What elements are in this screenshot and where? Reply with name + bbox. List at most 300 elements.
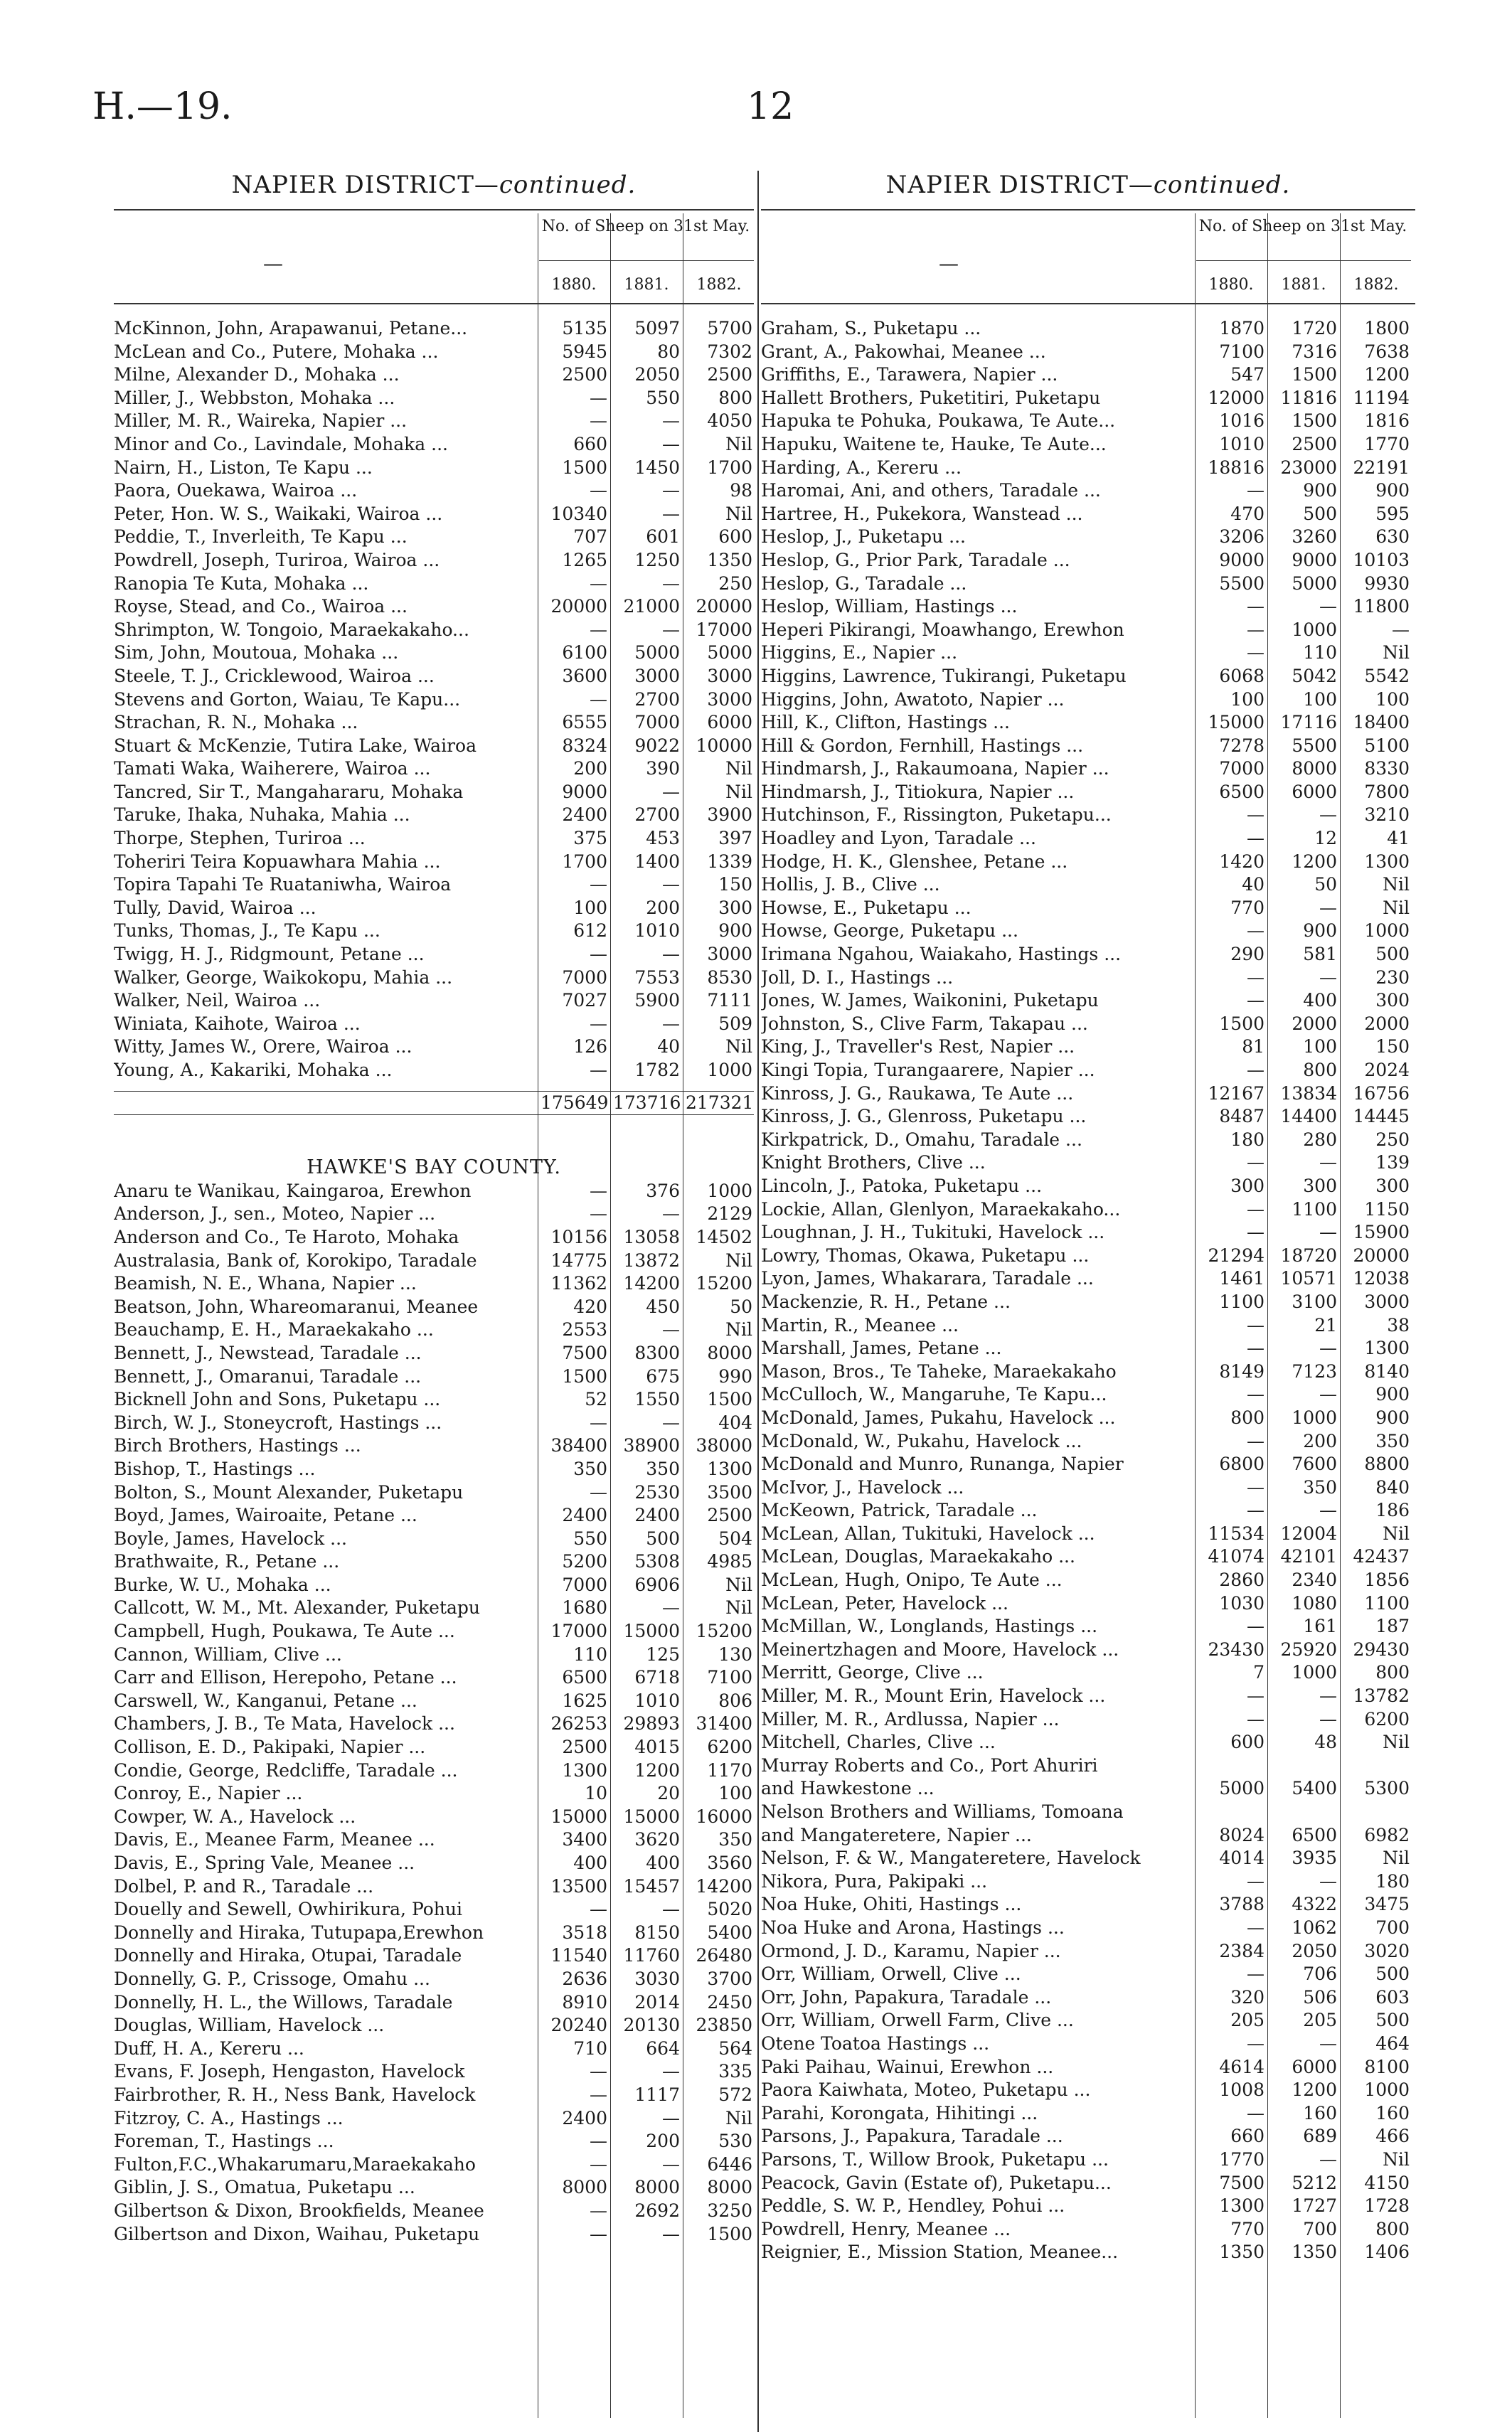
sheep-1880-cell: 660 xyxy=(573,433,607,454)
sheep-1880-cell: 1300 xyxy=(1219,2195,1265,2217)
table-row xyxy=(761,1291,1415,1314)
sheep-1880-cell: 1870 xyxy=(1219,318,1265,339)
owner-station-cell: McKinnon, John, Arapawanui, Petane... xyxy=(114,318,468,339)
owner-station-cell: Anderson and Co., Te Haroto, Mohaka xyxy=(114,1226,459,1247)
table-row xyxy=(114,1296,754,1319)
sheep-1882-cell: 1300 xyxy=(1364,1338,1410,1359)
table-row xyxy=(114,1759,754,1783)
sheep-1880-cell: 3518 xyxy=(562,1922,607,1943)
sheep-1881-cell: 8150 xyxy=(634,1922,680,1943)
sheep-1880-cell: 400 xyxy=(573,1853,607,1873)
table-row xyxy=(761,503,1415,526)
sheep-1882-cell: Nil xyxy=(1383,1732,1410,1753)
sheep-1880-cell: 2553 xyxy=(562,1319,607,1341)
owner-station-cell: Lockie, Allan, Glenlyon, Maraekakaho... xyxy=(761,1198,1121,1220)
table-row xyxy=(761,1545,1415,1569)
sheep-1881-cell: — xyxy=(662,2107,680,2128)
sheep-1881-cell: 689 xyxy=(1303,2126,1337,2147)
owner-station-cell: Hill, K., Clifton, Hastings ... xyxy=(761,712,1010,733)
sheep-1881-cell: 14200 xyxy=(623,1273,680,1294)
table-row xyxy=(761,1013,1415,1036)
owner-station-cell: Powdrell, Joseph, Turiroa, Wairoa ... xyxy=(114,549,440,570)
table-row xyxy=(761,2102,1415,2126)
sheep-1882-cell: 150 xyxy=(718,874,752,895)
sheep-1882-cell: 8330 xyxy=(1364,758,1410,779)
sheep-1880-cell: 15000 xyxy=(550,1806,607,1827)
sheep-1882-cell: 404 xyxy=(718,1412,752,1433)
sheep-1880-cell: 10340 xyxy=(550,503,607,524)
sheep-1882-cell: Nil xyxy=(725,503,752,524)
owner-station-cell: Toheriri Teira Kopuawhara Mahia ... xyxy=(114,851,441,872)
table-row xyxy=(114,1272,754,1296)
table-row xyxy=(114,1828,754,1852)
sheep-1880-cell: — xyxy=(1247,804,1265,826)
table-row xyxy=(761,2218,1415,2242)
sheep-1880-cell: 7000 xyxy=(1219,758,1265,779)
sheep-1881-cell: 900 xyxy=(1303,920,1337,942)
sheep-1880-cell: 1680 xyxy=(562,1597,607,1619)
owner-station-cell: Lyon, James, Whakarara, Taradale ... xyxy=(761,1268,1094,1289)
year-header: 1882. xyxy=(696,276,742,294)
year-header: 1881. xyxy=(1281,276,1326,294)
table-row xyxy=(114,2176,754,2200)
sheep-1880-cell: 110 xyxy=(573,1643,607,1665)
table-row xyxy=(761,641,1415,665)
sheep-1882-cell: 14502 xyxy=(696,1226,752,1247)
table-row xyxy=(114,1458,754,1481)
sheep-1880-cell: 13500 xyxy=(550,1875,607,1897)
sheep-1882-cell: 38 xyxy=(1387,1314,1410,1336)
sheep-1881-cell: 1062 xyxy=(1292,1917,1337,1938)
sheep-1882-cell: 7111 xyxy=(707,990,752,1011)
table-body xyxy=(114,317,754,2246)
sheep-1880-cell: — xyxy=(590,410,607,432)
owner-station-cell: Reignier, E., Mission Station, Meanee... xyxy=(761,2242,1119,2263)
sheep-1882-cell: Nil xyxy=(725,1036,752,1057)
owner-station-cell: Miller, M. R., Mount Erin, Havelock ... xyxy=(761,1685,1106,1707)
sheep-1882-cell: 806 xyxy=(718,1690,752,1711)
sheep-1880-cell: — xyxy=(1247,828,1265,849)
owner-station-cell: McLean, Peter, Havelock ... xyxy=(761,1592,1008,1614)
sheep-1881-cell: — xyxy=(1319,1152,1337,1173)
sheep-1880-cell: 1700 xyxy=(562,851,607,872)
table-row xyxy=(761,757,1415,781)
owner-station-cell: Kinross, J. G., Glenross, Puketapu ... xyxy=(761,1106,1087,1127)
sheep-1880-cell: — xyxy=(590,1412,607,1433)
sheep-1881-cell: 17116 xyxy=(1280,712,1337,733)
sheep-1880-cell: 6555 xyxy=(562,712,607,733)
sheep-1880-cell: 800 xyxy=(1230,1407,1265,1428)
table-row xyxy=(114,1203,754,1226)
sheep-1880-cell: 1010 xyxy=(1219,433,1265,454)
sheep-1882-cell: 50 xyxy=(730,1296,752,1317)
sheep-1882-cell: 530 xyxy=(718,2131,752,2152)
owner-station-cell: Witty, James W., Orere, Wairoa ... xyxy=(114,1036,412,1057)
sheep-1881-cell: 200 xyxy=(1303,1430,1337,1451)
table-row xyxy=(114,526,754,549)
sheep-1880-cell: — xyxy=(590,1899,607,1920)
owner-station-cell: Strachan, R. N., Mohaka ... xyxy=(114,712,358,733)
table-row xyxy=(761,1940,1415,1964)
sheep-1882-cell: 500 xyxy=(1375,2010,1410,2031)
sheep-1881-cell: 7123 xyxy=(1292,1360,1337,1382)
sheep-1882-cell: 8000 xyxy=(707,1342,752,1363)
sheep-1882-cell: 41 xyxy=(1387,828,1410,849)
sheep-1880-cell: — xyxy=(590,387,607,408)
sheep-1880-cell: 15000 xyxy=(1208,712,1265,733)
table-row xyxy=(114,2014,754,2037)
sheep-1882-cell: Nil xyxy=(1383,874,1410,895)
sheep-1881-cell: 1200 xyxy=(1292,851,1337,872)
sheep-1880-cell: 100 xyxy=(1230,688,1265,710)
sheep-1881-cell: 506 xyxy=(1303,1986,1337,2008)
sheep-1880-cell: 1461 xyxy=(1219,1268,1265,1289)
sheep-1880-cell: 550 xyxy=(573,1528,607,1549)
sheep-1880-cell: — xyxy=(1247,2102,1265,2124)
sheep-1882-cell: 700 xyxy=(1375,1917,1410,1938)
sheep-1880-cell: 8910 xyxy=(562,1991,607,2013)
sheep-1880-cell: 612 xyxy=(573,920,607,942)
owner-station-cell: Birch, W. J., Stoneycroft, Hastings ... xyxy=(114,1412,442,1433)
owner-station-cell: Peter, Hon. W. S., Waikaki, Wairoa ... xyxy=(114,503,443,524)
owner-station-cell: Bishop, T., Hastings ... xyxy=(114,1458,316,1479)
table-row xyxy=(761,665,1415,688)
sheep-1881-cell: 7000 xyxy=(634,712,680,733)
sheep-1880-cell: 14775 xyxy=(550,1250,607,1271)
sheep-1882-cell: 4985 xyxy=(707,1551,752,1572)
table-row xyxy=(761,1129,1415,1152)
sheep-1881-cell: — xyxy=(662,874,680,895)
sheep-1882-cell: 5020 xyxy=(707,1899,752,1920)
sheep-1881-cell: — xyxy=(662,433,680,454)
sheep-1882-cell: 98 xyxy=(730,480,752,501)
sheep-1881-cell: — xyxy=(662,1412,680,1433)
sheep-1882-cell: 6000 xyxy=(707,712,752,733)
sheep-1880-cell: — xyxy=(590,944,607,965)
sheep-1881-cell: 675 xyxy=(646,1365,680,1387)
sheep-1881-cell: 15000 xyxy=(623,1621,680,1642)
sheep-1882-cell: 595 xyxy=(1375,503,1410,524)
table-row xyxy=(761,1754,1415,1778)
owner-station-cell: Higgins, Lawrence, Tukirangi, Puketapu xyxy=(761,665,1127,686)
owner-station-cell: Higgins, E., Napier ... xyxy=(761,642,958,664)
sheep-1882-cell: 10103 xyxy=(1353,549,1410,570)
owner-station-cell: Kingi Topia, Turangaarere, Napier ... xyxy=(761,1060,1095,1080)
page-number: 12 xyxy=(747,85,794,128)
table-row xyxy=(114,2037,754,2061)
sheep-1882-cell: 3000 xyxy=(707,688,752,710)
sheep-1880-cell: — xyxy=(590,572,607,594)
table-row xyxy=(761,1592,1415,1616)
year-header: 1880. xyxy=(1208,276,1254,294)
sheep-1882-cell: 572 xyxy=(718,2084,752,2105)
sheep-1882-cell: 130 xyxy=(718,1643,752,1665)
sheep-1881-cell: — xyxy=(662,944,680,965)
sheep-1882-cell: 31400 xyxy=(696,1713,752,1735)
sheep-1882-cell: Nil xyxy=(725,1250,752,1271)
table-row xyxy=(114,1388,754,1412)
sheep-1881-cell: 450 xyxy=(646,1296,680,1317)
table-row xyxy=(761,1082,1415,1106)
sheep-1880-cell: 180 xyxy=(1230,1129,1265,1150)
sheep-1880-cell: 20240 xyxy=(550,2015,607,2036)
sheep-1881-cell: 15457 xyxy=(623,1875,680,1897)
sheep-1882-cell: 100 xyxy=(1375,688,1410,710)
owner-station-cell: Royse, Stead, and Co., Wairoa ... xyxy=(114,596,408,617)
sheep-1880-cell: — xyxy=(590,1180,607,1201)
sheep-1880-cell: 547 xyxy=(1230,364,1265,385)
sheep-1880-cell: — xyxy=(590,619,607,640)
sheep-1882-cell: 8140 xyxy=(1364,1360,1410,1382)
sheep-1882-cell: 16756 xyxy=(1353,1082,1410,1104)
sheep-1881-cell: 5000 xyxy=(634,642,680,664)
sheep-1881-cell: 1550 xyxy=(634,1389,680,1410)
table-row xyxy=(761,2009,1415,2032)
table-row xyxy=(761,827,1415,851)
owner-station-cell: Parsons, J., Papakura, Taradale ... xyxy=(761,2126,1063,2147)
table-row xyxy=(114,410,754,433)
sheep-1882-cell: 2129 xyxy=(707,1203,752,1225)
table-row xyxy=(761,1198,1415,1222)
owner-station-cell: Cannon, William, Clive ... xyxy=(114,1643,342,1665)
sheep-1880-cell: — xyxy=(590,874,607,895)
owner-station-cell: Thorpe, Stephen, Turiroa ... xyxy=(114,828,366,849)
sheep-1881-cell: — xyxy=(1319,804,1337,826)
sheep-1880-cell: 660 xyxy=(1230,2126,1265,2147)
table-row xyxy=(114,572,754,596)
table-row xyxy=(114,1643,754,1667)
sheep-1882-cell: 17000 xyxy=(696,619,752,640)
sheep-1880-cell: 770 xyxy=(1230,897,1265,918)
sheep-1880-cell: 6068 xyxy=(1219,665,1265,686)
owner-station-cell: Lowry, Thomas, Okawa, Puketapu ... xyxy=(761,1245,1090,1266)
sheep-1881-cell: 390 xyxy=(646,758,680,779)
sheep-1880-cell: — xyxy=(1247,1222,1265,1243)
sheep-1881-cell: 1117 xyxy=(634,2084,680,2105)
table-row xyxy=(114,341,754,364)
owner-station-cell: Heperi Pikirangi, Moawhango, Erewhon xyxy=(761,619,1124,640)
sheep-1880-cell: 21294 xyxy=(1208,1245,1265,1266)
sheep-1882-cell: Nil xyxy=(725,1597,752,1619)
sheep-1882-cell: 6200 xyxy=(707,1737,752,1758)
owner-station-cell: Mitchell, Charles, Clive ... xyxy=(761,1732,996,1753)
sheep-1882-cell: 1000 xyxy=(707,1180,752,1201)
sheep-1880-cell: 1100 xyxy=(1219,1291,1265,1312)
sheep-1881-cell: 1000 xyxy=(1292,1662,1337,1683)
sheep-1881-cell: 1500 xyxy=(1292,364,1337,385)
owner-station-cell: Taruke, Ihaka, Nuhaka, Mahia ... xyxy=(114,804,410,826)
owner-station-cell: Tully, David, Wairoa ... xyxy=(114,897,316,918)
owner-station-cell: McCulloch, W., Mangaruhe, Te Kapu... xyxy=(761,1384,1107,1405)
sheep-1881-cell: 4322 xyxy=(1292,1894,1337,1915)
table-row xyxy=(761,1661,1415,1685)
sheep-1881-cell: 100 xyxy=(1303,1036,1337,1057)
table-row xyxy=(761,1708,1415,1732)
sheep-1882-cell: 500 xyxy=(1375,1964,1410,1985)
sheep-1882-cell: 20000 xyxy=(696,596,752,617)
table-row xyxy=(761,873,1415,897)
owner-station-cell: Bolton, S., Mount Alexander, Puketapu xyxy=(114,1481,464,1503)
sheep-1880-cell: 8324 xyxy=(562,735,607,756)
owner-station-cell: Collison, E. D., Pakipaki, Napier ... xyxy=(114,1737,426,1758)
owner-station-cell: Orr, John, Papakura, Taradale ... xyxy=(761,1986,1052,2008)
sheep-1880-cell: 205 xyxy=(1230,2010,1265,2031)
table-row xyxy=(761,1175,1415,1198)
sheep-1882-cell: 11800 xyxy=(1353,596,1410,617)
sheep-1881-cell: — xyxy=(662,1899,680,1920)
table-row xyxy=(761,1870,1415,1894)
sheep-1880-cell: — xyxy=(1247,1430,1265,1451)
owner-station-cell: Beamish, N. E., Whana, Napier ... xyxy=(114,1273,417,1294)
sheep-1881-cell: 6906 xyxy=(634,1574,680,1595)
table-row xyxy=(114,1736,754,1759)
sheep-1881-cell: 1450 xyxy=(634,457,680,478)
owner-station-cell: Howse, E., Puketapu ... xyxy=(761,897,971,918)
sheep-1880-cell: — xyxy=(1247,1198,1265,1220)
owner-station-cell: Heslop, G., Taradale ... xyxy=(761,572,967,594)
owner-station-cell: Heslop, William, Hastings ... xyxy=(761,596,1018,617)
table-row xyxy=(761,1731,1415,1754)
sheep-1881-cell: — xyxy=(662,619,680,640)
table-row xyxy=(761,1615,1415,1639)
sheep-1881-cell: 1250 xyxy=(634,549,680,570)
owner-station-cell: Bennett, J., Omaranui, Taradale ... xyxy=(114,1365,422,1387)
table-row xyxy=(114,804,754,827)
sheep-1880-cell: — xyxy=(1247,596,1265,617)
sheep-1882-cell: 630 xyxy=(1375,526,1410,548)
owner-station-cell: Hill & Gordon, Fernhill, Hastings ... xyxy=(761,735,1084,756)
sheep-1882-cell: 1406 xyxy=(1364,2242,1410,2263)
owner-station-cell: Murray Roberts and Co., Port Ahuriri xyxy=(761,1754,1098,1776)
sheep-1882-cell: 15900 xyxy=(1353,1222,1410,1243)
owner-station-cell: Nelson, F. & W., Mangateretere, Havelock xyxy=(761,1848,1141,1869)
sheep-1880-cell: 17000 xyxy=(550,1621,607,1642)
sheep-1881-cell: — xyxy=(1319,1685,1337,1707)
sheep-1881-cell: — xyxy=(1319,1338,1337,1359)
sheep-1880-cell: 600 xyxy=(1230,1732,1265,1753)
sheep-1881-cell: 25920 xyxy=(1280,1639,1337,1660)
table-row xyxy=(761,1963,1415,1986)
year-header: 1880. xyxy=(551,276,597,294)
sheep-1881-cell: 5400 xyxy=(1292,1778,1337,1799)
table-row xyxy=(114,943,754,966)
sheep-1882-cell: 1800 xyxy=(1364,318,1410,339)
owner-station-cell: Stevens and Gorton, Waiau, Te Kapu... xyxy=(114,688,461,710)
sheep-1880-cell: 320 xyxy=(1230,1986,1265,2008)
sheep-1881-cell: 5042 xyxy=(1292,665,1337,686)
sheep-1881-cell: 5500 xyxy=(1292,735,1337,756)
sheep-1882-cell: 800 xyxy=(718,387,752,408)
table-row xyxy=(761,1453,1415,1476)
owner-station-cell: Hoadley and Lyon, Taradale ... xyxy=(761,828,1036,849)
table-row xyxy=(761,1499,1415,1523)
owner-station-cell: Peddle, S. W. P., Hendley, Pohui ... xyxy=(761,2195,1065,2217)
sheep-1882-cell: 7800 xyxy=(1364,781,1410,802)
owner-station-cell: Ranopia Te Kuta, Mohaka ... xyxy=(114,572,369,594)
sheep-1882-cell: Nil xyxy=(1383,1523,1410,1544)
table-row xyxy=(761,735,1415,758)
sheep-1882-cell: 9930 xyxy=(1364,572,1410,594)
sheep-1881-cell: 3935 xyxy=(1292,1848,1337,1869)
sheep-1880-cell: — xyxy=(1247,1917,1265,1938)
sheep-1880-cell: 3788 xyxy=(1219,1894,1265,1915)
sheep-1880-cell: 6500 xyxy=(562,1667,607,1688)
sheep-1882-cell: 1500 xyxy=(707,2223,752,2244)
sheep-1882-cell: 1000 xyxy=(707,1060,752,1080)
sheep-1880-cell: 470 xyxy=(1230,503,1265,524)
sheep-1882-cell: 160 xyxy=(1375,2102,1410,2124)
table-row xyxy=(114,2153,754,2177)
owner-station-cell: Walker, George, Waikokopu, Mahia ... xyxy=(114,966,453,988)
owner-station-cell: Stuart & McKenzie, Tutira Lake, Wairoa xyxy=(114,735,477,756)
sheep-count-header: No. of Sheep on 31st May. xyxy=(1198,218,1407,235)
sheep-1881-cell: 300 xyxy=(1303,1175,1337,1196)
table-row xyxy=(761,1639,1415,1662)
sheep-1880-cell: 6500 xyxy=(1219,781,1265,802)
sheep-1880-cell: 11540 xyxy=(550,1945,607,1966)
sheep-1880-cell: 2636 xyxy=(562,1968,607,1989)
sheep-1880-cell: 1265 xyxy=(562,549,607,570)
sheep-1880-cell: — xyxy=(590,2131,607,2152)
table-row xyxy=(114,641,754,665)
owner-station-cell: Fulton,F.C.,Whakarumaru,Maraekakaho xyxy=(114,2153,476,2175)
doc-reference: H.—19. xyxy=(92,85,233,128)
table-row xyxy=(761,2079,1415,2102)
sheep-1882-cell: 840 xyxy=(1375,1476,1410,1498)
sheep-1882-cell: 12038 xyxy=(1353,1268,1410,1289)
sheep-1882-cell: 8800 xyxy=(1364,1454,1410,1475)
owner-station-cell: Heslop, J., Puketapu ... xyxy=(761,526,967,548)
sheep-1881-cell: 5097 xyxy=(634,318,680,339)
sheep-1880-cell: 5945 xyxy=(562,341,607,362)
owner-station-cell: King, J., Traveller's Rest, Napier ... xyxy=(761,1036,1075,1057)
sheep-1882-cell: 3500 xyxy=(707,1481,752,1503)
column-divider xyxy=(757,171,759,2432)
owner-station-cell: Birch Brothers, Hastings ... xyxy=(114,1435,361,1456)
table-row xyxy=(761,1917,1415,1940)
owner-station-cell: Young, A., Kakariki, Mohaka ... xyxy=(114,1060,393,1080)
sheep-1880-cell: — xyxy=(590,2200,607,2221)
table-row xyxy=(761,1151,1415,1175)
sheep-1881-cell: 160 xyxy=(1303,2102,1337,2124)
sheep-1881-cell: 8300 xyxy=(634,1342,680,1363)
owner-station-cell: Carswell, W., Kanganui, Petane ... xyxy=(114,1690,417,1711)
sheep-1880-cell: 2500 xyxy=(562,1737,607,1758)
table-row xyxy=(761,1245,1415,1268)
sheep-1882-cell: Nil xyxy=(725,758,752,779)
sheep-1882-cell: 15200 xyxy=(696,1273,752,1294)
owner-station-cell: Anaru te Wanikau, Kaingaroa, Erewhon xyxy=(114,1180,472,1201)
table-row xyxy=(114,2107,754,2131)
owner-station-cell: Kinross, J. G., Raukawa, Te Aute ... xyxy=(761,1082,1074,1104)
sheep-1882-cell: 14200 xyxy=(696,1875,752,1897)
table-row xyxy=(761,943,1415,966)
owner-station-cell: Noa Huke and Arona, Hastings ... xyxy=(761,1917,1065,1938)
owner-station-cell: Tamati Waka, Waiherere, Wairoa ... xyxy=(114,758,431,779)
sheep-1881-cell: 50 xyxy=(1314,874,1337,895)
owner-station-cell: Chambers, J. B., Te Mata, Havelock ... xyxy=(114,1713,455,1735)
page-header xyxy=(92,85,1444,142)
sheep-1881-cell: 400 xyxy=(646,1853,680,1873)
table-row xyxy=(761,804,1415,827)
sheep-1880-cell: 710 xyxy=(573,2037,607,2059)
sheep-1880-cell: — xyxy=(1247,1476,1265,1498)
table-row xyxy=(761,2148,1415,2172)
sheep-1882-cell: Nil xyxy=(1383,642,1410,664)
sheep-1881-cell: 110 xyxy=(1303,642,1337,664)
owner-station-cell: Callcott, W. M., Mt. Alexander, Puketapu xyxy=(114,1597,481,1619)
sheep-1882-cell: 397 xyxy=(718,828,752,849)
